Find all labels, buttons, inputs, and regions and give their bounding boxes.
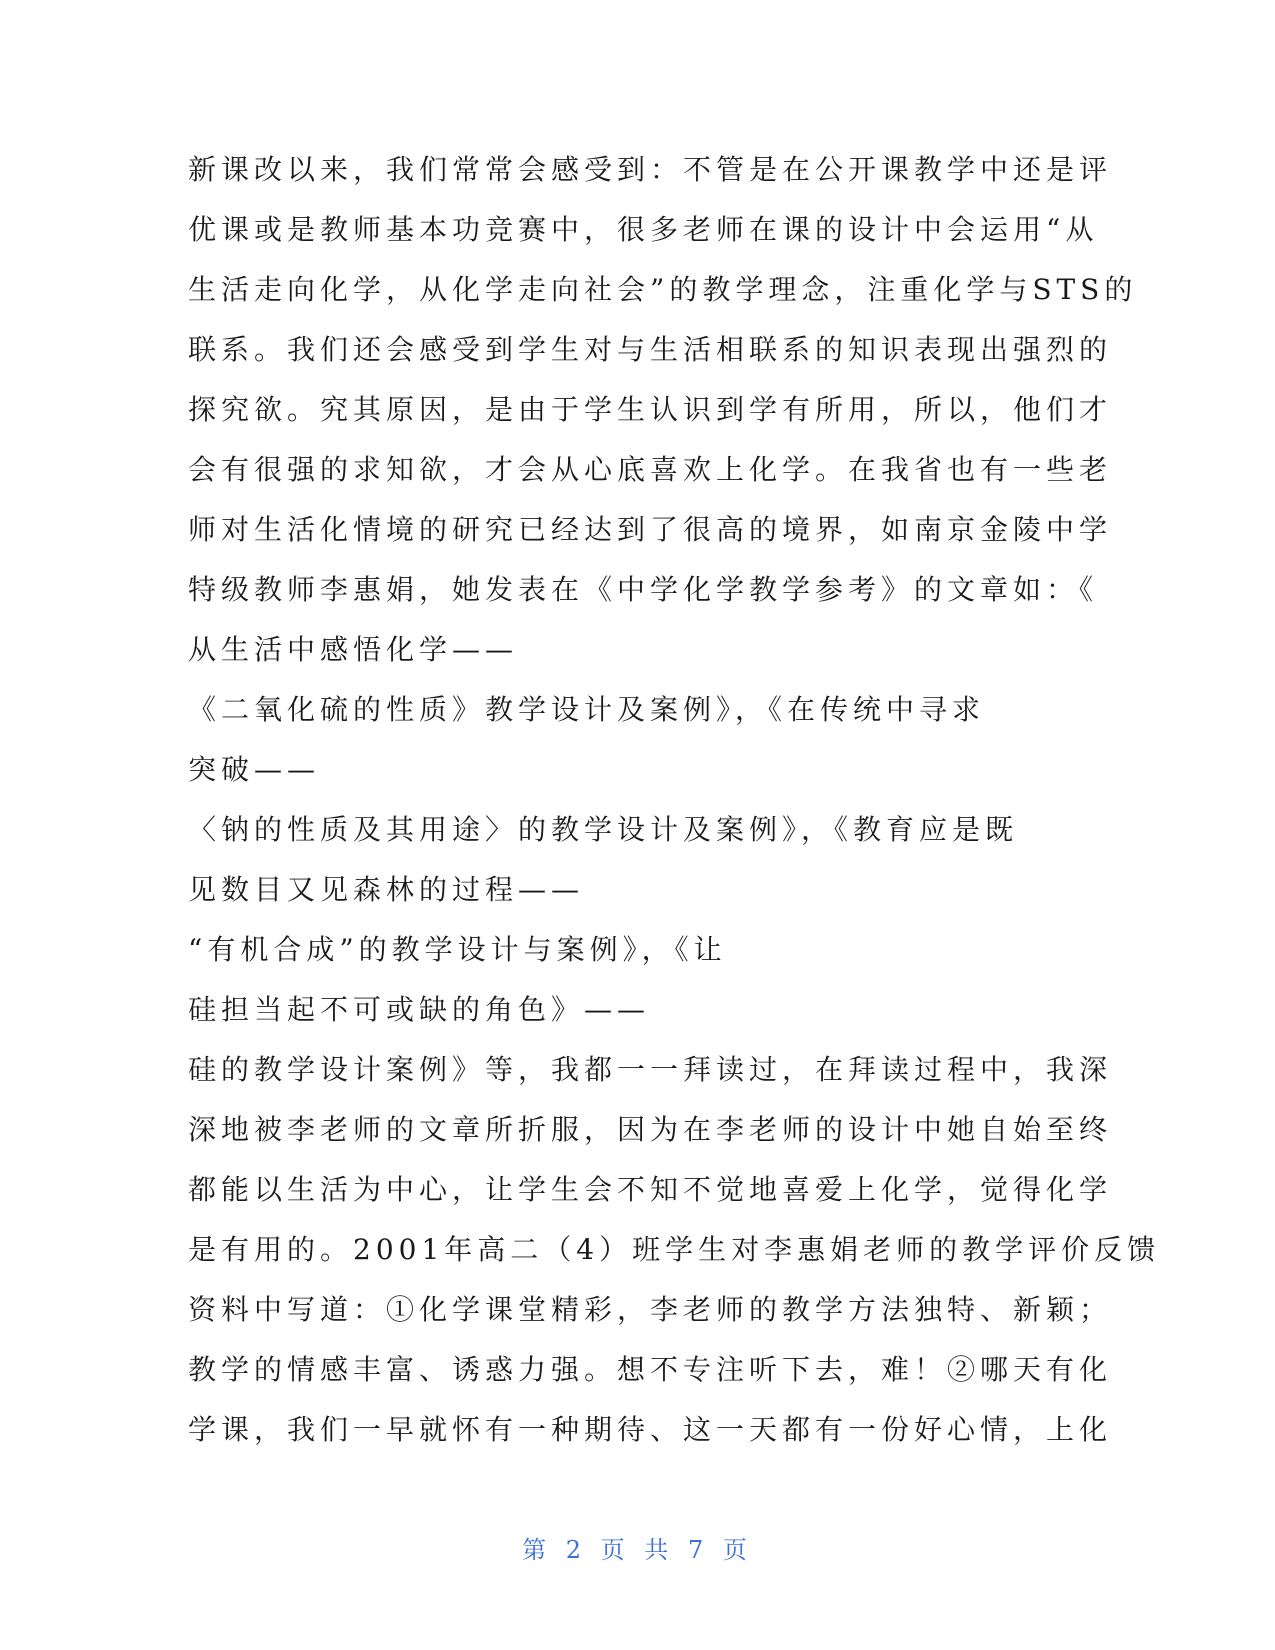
text-line: 探究欲。究其原因，是由于学生认识到学有所用，所以，他们才 bbox=[188, 393, 1113, 426]
body-text bbox=[188, 140, 1161, 1460]
text-line: 师对生活化情境的研究已经达到了很高的境界，如南京金陵中学 bbox=[188, 513, 1113, 546]
text-line: 会有很强的求知欲，才会从心底喜欢上化学。在我省也有一些老 bbox=[188, 453, 1113, 486]
text-line: 突破—— bbox=[188, 753, 321, 786]
text-line: 见数目又见森林的过程—— bbox=[188, 873, 585, 906]
text-line: 资料中写道：①化学课堂精彩，李老师的教学方法独特、新颖； bbox=[188, 1293, 1113, 1326]
text-line: 联系。我们还会感受到学生对与生活相联系的知识表现出强烈的 bbox=[188, 333, 1113, 366]
text-line: 是有用的。2001年高二（4）班学生对李惠娟老师的教学评价反馈 bbox=[188, 1233, 1161, 1266]
text-line: 新课改以来，我们常常会感受到：不管是在公开课教学中还是评 bbox=[188, 153, 1113, 186]
text-line: 都能以生活为中心，让学生会不知不觉地喜爱上化学，觉得化学 bbox=[188, 1173, 1113, 1206]
text-line: 生活走向化学，从化学走向社会”的教学理念，注重化学与STS的 bbox=[188, 273, 1138, 306]
text-line: “有机合成”的教学设计与案例》，《让 bbox=[188, 933, 727, 966]
page-number-footer: 第 2 页 共 7 页 bbox=[522, 1536, 753, 1564]
text-line: 硅的教学设计案例》等，我都一一拜读过，在拜读过程中，我深 bbox=[188, 1053, 1113, 1086]
text-line: 〈钠的性质及其用途〉的教学设计及案例》，《教育应是既 bbox=[188, 813, 1019, 846]
text-line: 《二氧化硫的性质》教学设计及案例》，《在传统中寻求 bbox=[188, 693, 986, 726]
text-line: 特级教师李惠娟，她发表在《中学化学教学参考》的文章如：《 bbox=[188, 573, 1099, 606]
text-line: 学课，我们一早就怀有一种期待、这一天都有一份好心情，上化 bbox=[188, 1413, 1113, 1446]
text-line: 从生活中感悟化学—— bbox=[188, 633, 519, 666]
text-line: 深地被李老师的文章所折服，因为在李老师的设计中她自始至终 bbox=[188, 1113, 1113, 1146]
text-line: 硅担当起不可或缺的角色》—— bbox=[188, 993, 651, 1026]
text-line: 教学的情感丰富、诱惑力强。想不专注听下去，难！②哪天有化 bbox=[188, 1353, 1113, 1386]
text-line: 优课或是教师基本功竞赛中，很多老师在课的设计中会运用“从 bbox=[188, 213, 1099, 246]
